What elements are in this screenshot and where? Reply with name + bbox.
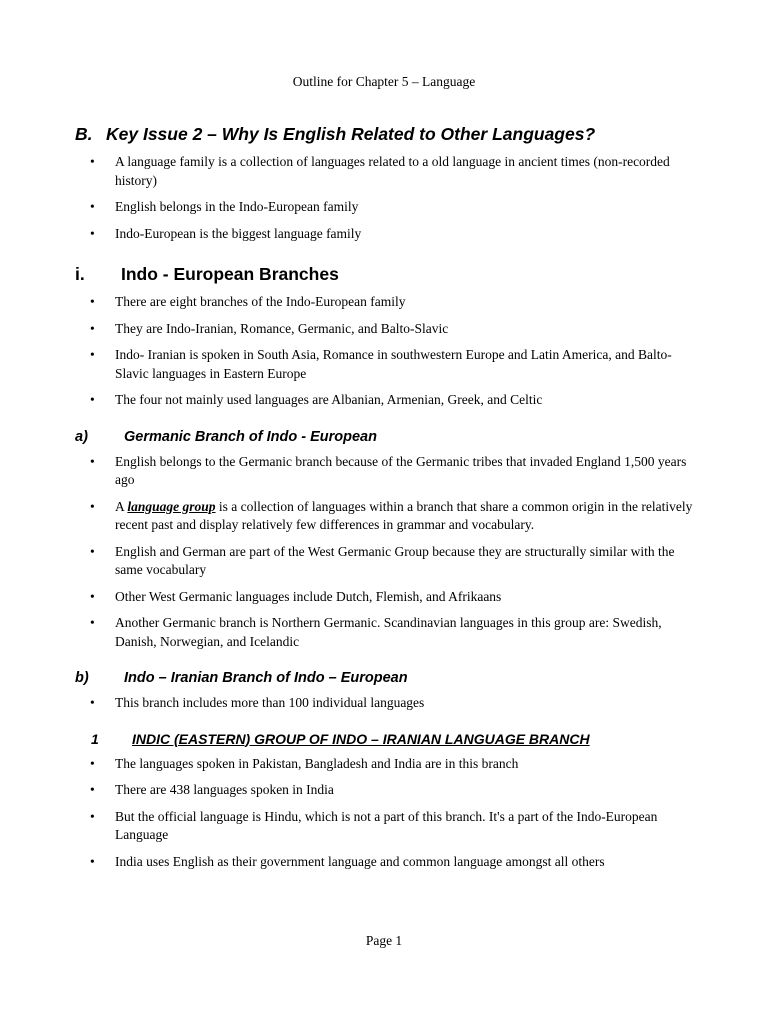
list-item [75,853,695,872]
list-item-text: There are 438 languages spoken in India [115,782,334,797]
list-item-text: is a collection of languages within a branch that share a common origin in the relatively recent past and display relatively few differences in grammar and vocabulary. [115,498,693,532]
bullet-icon: • [90,543,95,559]
list-item [75,755,695,774]
list-item-text: Another Germanic branch is Northern Germanic. Scandinavian languages in this group are: Swedish, Danish, Norwegian, and Icelandic [115,615,662,649]
section-a-heading [75,429,695,445]
bullet-icon: • [90,392,95,407]
list-item [75,198,695,217]
section-1-heading [75,731,695,747]
list-item-text: This branch includes more than 100 individual languages [115,695,425,710]
document-body [75,124,695,879]
list-item-text: The languages spoken in Pakistan, Bangladesh and India are in this branch [115,755,519,771]
list-item-text: The four not mainly used languages are Albanian, Armenian, Greek, and Celtic [115,392,543,407]
list-item [75,781,695,800]
page-header: Outline for Chapter 5 – Language [292,74,476,89]
list-item [75,320,695,339]
bullet-icon: • [90,154,95,169]
section-i-list [75,293,695,410]
section-b-label: B. [75,124,93,144]
list-item-text: India uses English as their government language and common language amongst all others [115,853,605,869]
section-a-label: a) [75,428,88,445]
bullet-icon: • [90,588,95,604]
bullet-icon: • [90,615,95,630]
list-item [75,543,695,580]
section-bb-title: Indo – Iranian Branch of Indo – European [124,670,408,686]
list-item-text: They are Indo-Iranian, Romance, Germanic, and Balto-Slavic [115,320,449,336]
section-1-title: INDIC (EASTERN) GROUP OF INDO – IRANIAN LANGUAGE BRANCH [132,730,590,747]
list-item-text: English and German are part of the West Germanic Group because they are structurally similar with the same vocabulary [115,543,675,577]
list-item [75,453,695,490]
section-a-title: Germanic Branch of Indo - European [124,428,377,445]
section-i-heading [75,264,695,285]
list-item [75,153,695,190]
list-item-text: Other West Germanic languages include Dutch, Flemish, and Afrikaans [115,588,502,604]
section-b-list [75,153,695,243]
list-item-text: A language family is a collection of languages related to a old language in ancient times (non-recorded history) [115,154,670,188]
list-item [75,808,695,845]
section-bb-heading [75,670,695,686]
section-1-label: 1 [91,730,99,747]
list-item [75,498,695,535]
list-item-text: English belongs to the Germanic branch because of the Germanic tribes that invaded England 1,500 years ago [115,453,687,487]
list-item [75,391,695,410]
list-item [75,694,695,713]
list-item [75,614,695,651]
list-item [75,346,695,383]
bullet-icon: • [90,347,95,362]
section-b-title: Key Issue 2 – Why Is English Related to Other Languages? [106,124,596,144]
list-item-text: But the official language is Hindu, which is not a part of this branch. It's a part of the Indo-European Language [115,808,658,842]
list-item [75,588,695,607]
bullet-icon: • [90,695,95,710]
list-item-text: A [115,498,128,514]
list-item-text: English belongs in the Indo-European family [115,199,359,214]
bullet-icon: • [90,453,95,469]
list-item-text: There are eight branches of the Indo-European family [115,294,406,309]
bullet-icon: • [90,294,95,309]
section-i-label: i. [75,264,85,284]
bullet-icon: • [90,853,95,869]
section-b-heading [75,124,695,145]
list-item-text: Indo-European is the biggest language family [115,225,362,241]
bullet-icon: • [90,755,95,771]
bullet-icon: • [90,199,95,214]
section-a-list [75,453,695,652]
bullet-icon: • [90,498,95,514]
bullet-icon: • [90,225,95,241]
list-item [75,225,695,244]
page-footer: Page 1 [365,933,403,948]
section-bb-list [75,694,695,713]
section-bb-label: b) [75,670,89,686]
section-1-list [75,755,695,872]
list-item-text: Indo- Iranian is spoken in South Asia, Romance in southwestern Europe and Latin America, and Balto-Slavic languages in Eastern Europe [115,347,672,381]
bullet-icon: • [90,320,95,336]
list-item [75,293,695,312]
section-i-title: Indo - European Branches [121,264,339,284]
key-term: language group [127,498,216,514]
bullet-icon: • [90,782,95,797]
bullet-icon: • [90,808,95,824]
